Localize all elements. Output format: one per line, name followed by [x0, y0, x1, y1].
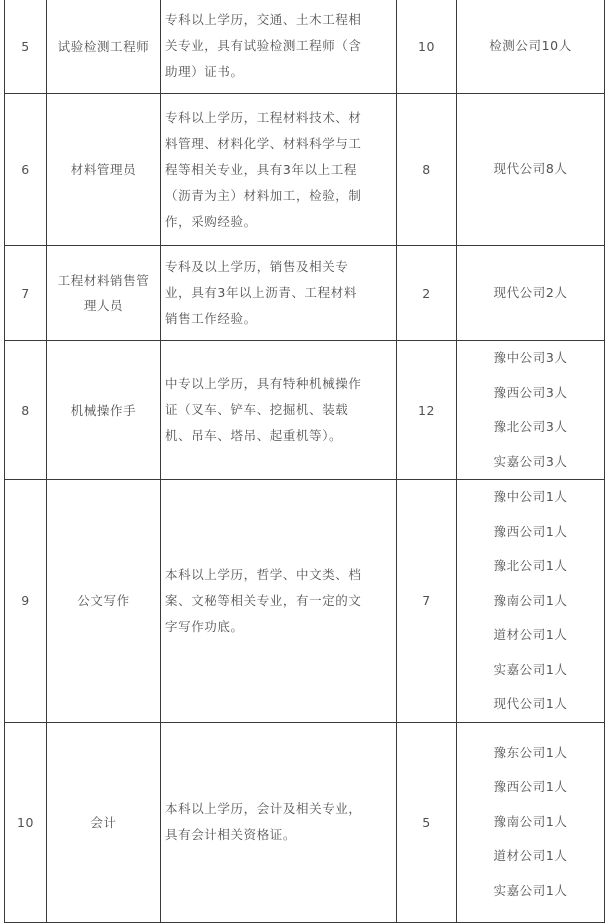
position-requirement: 专科以上学历，交通、土木工程相 关专业，具有试验检测工程师（含 助理）证书。	[161, 0, 397, 94]
position-title: 材料管理员	[47, 94, 161, 246]
position-count: 5	[397, 722, 457, 922]
position-count: 10	[397, 0, 457, 94]
position-title: 工程材料销售管 理人员	[47, 246, 161, 341]
unit-allocation	[457, 246, 605, 341]
unit-allocation	[457, 341, 605, 480]
position-count: 2	[397, 246, 457, 341]
position-title: 机械操作手	[47, 341, 161, 480]
position-requirement: 本科以上学历，哲学、中文类、档 案、文秘等相关专业，有一定的文 字写作功底。	[161, 480, 397, 723]
position-title: 试验检测工程师	[47, 0, 161, 94]
unit-item: 实嘉公司1人	[493, 882, 568, 898]
unit-allocation	[457, 0, 605, 94]
row-number: 9	[5, 480, 47, 723]
row-number: 5	[5, 0, 47, 94]
position-count: 12	[397, 341, 457, 480]
unit-item: 豫南公司1人	[493, 813, 568, 829]
position-title: 公文写作	[47, 480, 161, 723]
row-number: 6	[5, 94, 47, 246]
unit-item: 豫东公司1人	[493, 744, 568, 760]
unit-item: 豫西公司3人	[493, 384, 568, 400]
unit-item: 实嘉公司3人	[493, 453, 568, 469]
unit-allocation	[457, 722, 605, 922]
unit-item: 检测公司10人	[489, 37, 572, 53]
unit-item: 道材公司1人	[493, 627, 568, 642]
unit-item: 豫南公司1人	[493, 592, 568, 608]
unit-item: 豫中公司3人	[493, 350, 568, 365]
unit-item: 豫北公司3人	[493, 419, 568, 434]
table-row	[5, 94, 605, 246]
unit-item: 实嘉公司1人	[493, 661, 568, 677]
table-row	[5, 246, 605, 341]
position-requirement: 专科以上学历，工程材料技术、材 料管理、材料化学、材料科学与工 程等相关专业，具有3年以上工程 （沥青为主）材料加工，检验，制 作，采购经验。	[161, 94, 397, 246]
unit-item: 现代公司8人	[493, 161, 568, 177]
row-number: 10	[5, 722, 47, 922]
table-row	[5, 341, 605, 480]
table-row	[5, 480, 605, 723]
recruitment-table-body	[5, 0, 605, 922]
row-number: 7	[5, 246, 47, 341]
unit-item: 道材公司1人	[493, 848, 568, 864]
position-requirement: 本科以上学历，会计及相关专业， 具有会计相关资格证。	[161, 722, 397, 922]
position-count: 7	[397, 480, 457, 723]
position-requirement: 专科及以上学历，销售及相关专 业，具有3年以上沥青、工程材料 销售工作经验。	[161, 246, 397, 341]
recruitment-table	[4, 0, 605, 923]
position-title: 会计	[47, 722, 161, 922]
unit-allocation	[457, 480, 605, 723]
position-requirement: 中专以上学历，具有特种机械操作 证（叉车、铲车、挖掘机、装载 机、吊车、塔吊、起重机等）。	[161, 341, 397, 480]
table-row	[5, 722, 605, 922]
unit-item: 豫西公司1人	[493, 523, 568, 539]
row-number: 8	[5, 341, 47, 480]
table-row	[5, 0, 605, 94]
unit-item: 豫中公司1人	[493, 489, 568, 504]
unit-item: 现代公司1人	[493, 696, 568, 711]
unit-item: 豫北公司1人	[493, 558, 568, 573]
unit-item: 豫西公司1人	[493, 779, 568, 795]
unit-item: 现代公司2人	[493, 284, 568, 300]
position-count: 8	[397, 94, 457, 246]
unit-allocation	[457, 94, 605, 246]
